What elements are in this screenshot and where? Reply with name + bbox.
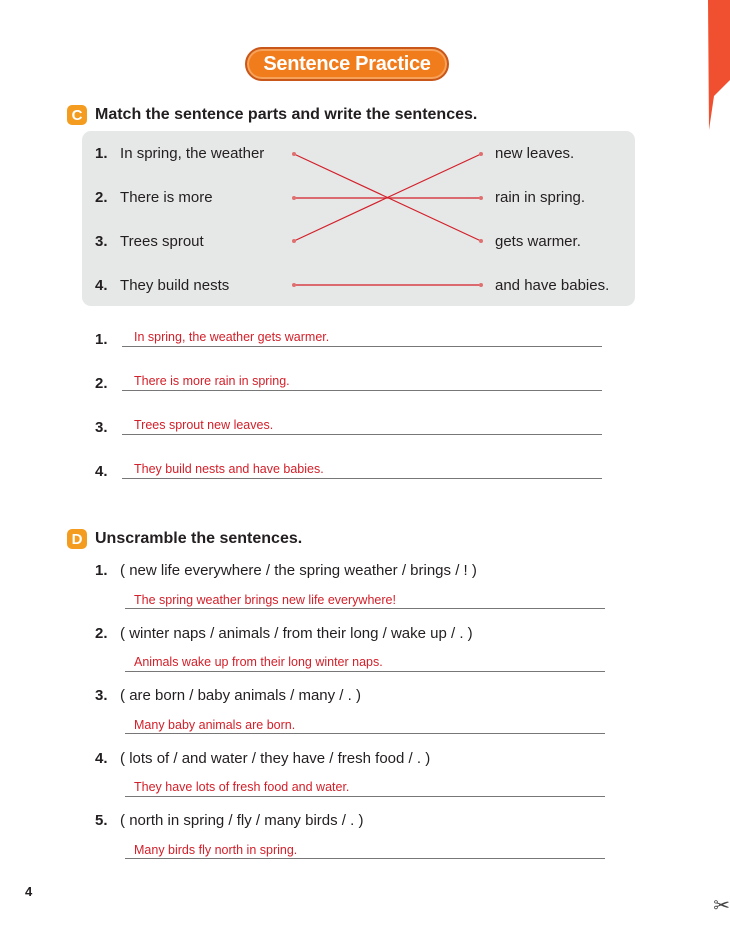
match-dot-right-2 (479, 196, 483, 200)
page-number: 4 (25, 884, 33, 899)
answer-c-line-2[interactable] (122, 390, 602, 391)
answer-c-text-1: In spring, the weather gets warmer. (134, 330, 330, 344)
unscramble-line-2[interactable] (125, 671, 605, 672)
match-dot-right-4 (479, 283, 483, 287)
answer-c-num-3: 3. (95, 419, 108, 436)
unscramble-line-4[interactable] (125, 796, 605, 797)
match-dot-left-2 (292, 196, 296, 200)
unscramble-answer-5: Many birds fly north in spring. (134, 843, 298, 857)
answer-c-text-4: They build nests and have babies. (134, 462, 324, 476)
unscramble-prompt-1: 1. ( new life everywhere / the spring weather / brings / ! ) (95, 562, 477, 579)
unscramble-prompt-3: 3. ( are born / baby animals / many / . ) (95, 687, 361, 704)
match-dot-right-3 (479, 239, 483, 243)
match-left-4: 4. They build nests (95, 277, 230, 294)
answer-c-num-1: 1. (95, 331, 108, 348)
section-d-badge: D (67, 529, 87, 549)
match-right-2: rain in spring. (495, 189, 586, 206)
match-dot-left-4 (292, 283, 296, 287)
unscramble-prompt-4: 4. ( lots of / and water / they have / fresh food / . ) (95, 750, 431, 767)
answer-c-line-3[interactable] (122, 434, 602, 435)
unscramble-line-5[interactable] (125, 858, 605, 859)
match-dot-left-3 (292, 239, 296, 243)
match-right-4: and have babies. (495, 277, 610, 294)
unscramble-answer-2: Animals wake up from their long winter naps. (134, 655, 383, 669)
match-right-1: new leaves. (495, 145, 575, 162)
unscramble-answer-4: They have lots of fresh food and water. (134, 780, 350, 794)
section-d-title: Unscramble the sentences. (95, 530, 303, 547)
match-left-3: 3. Trees sprout (95, 233, 204, 250)
unscramble-line-1[interactable] (125, 608, 605, 609)
match-dot-left-1 (292, 152, 296, 156)
match-right-3: gets warmer. (495, 233, 581, 250)
unscramble-prompt-2: 2. ( winter naps / animals / from their long / wake up / . ) (95, 625, 473, 642)
answer-c-line-1[interactable] (122, 346, 602, 347)
answer-c-num-2: 2. (95, 375, 108, 392)
match-left-1: 1. In spring, the weather (95, 145, 265, 162)
unscramble-prompt-5: 5. ( north in spring / fly / many birds / . ) (95, 812, 364, 829)
section-d-header (67, 529, 302, 549)
section-c-title: Match the sentence parts and write the sentences. (95, 106, 478, 123)
unscramble-line-3[interactable] (125, 733, 605, 734)
scissors-icon: ✂ (713, 895, 730, 917)
unscramble-answer-1: The spring weather brings new life everywhere! (134, 593, 396, 607)
section-c-badge: C (67, 105, 87, 125)
match-dot-right-1 (479, 152, 483, 156)
answer-c-text-2: There is more rain in spring. (134, 374, 290, 388)
page-title: Sentence Practice (245, 47, 449, 81)
answer-c-num-4: 4. (95, 463, 108, 480)
answer-c-text-3: Trees sprout new leaves. (134, 418, 274, 432)
match-left-2: 2. There is more (95, 189, 213, 206)
answer-c-line-4[interactable] (122, 478, 602, 479)
unscramble-answer-3: Many baby animals are born. (134, 718, 296, 732)
